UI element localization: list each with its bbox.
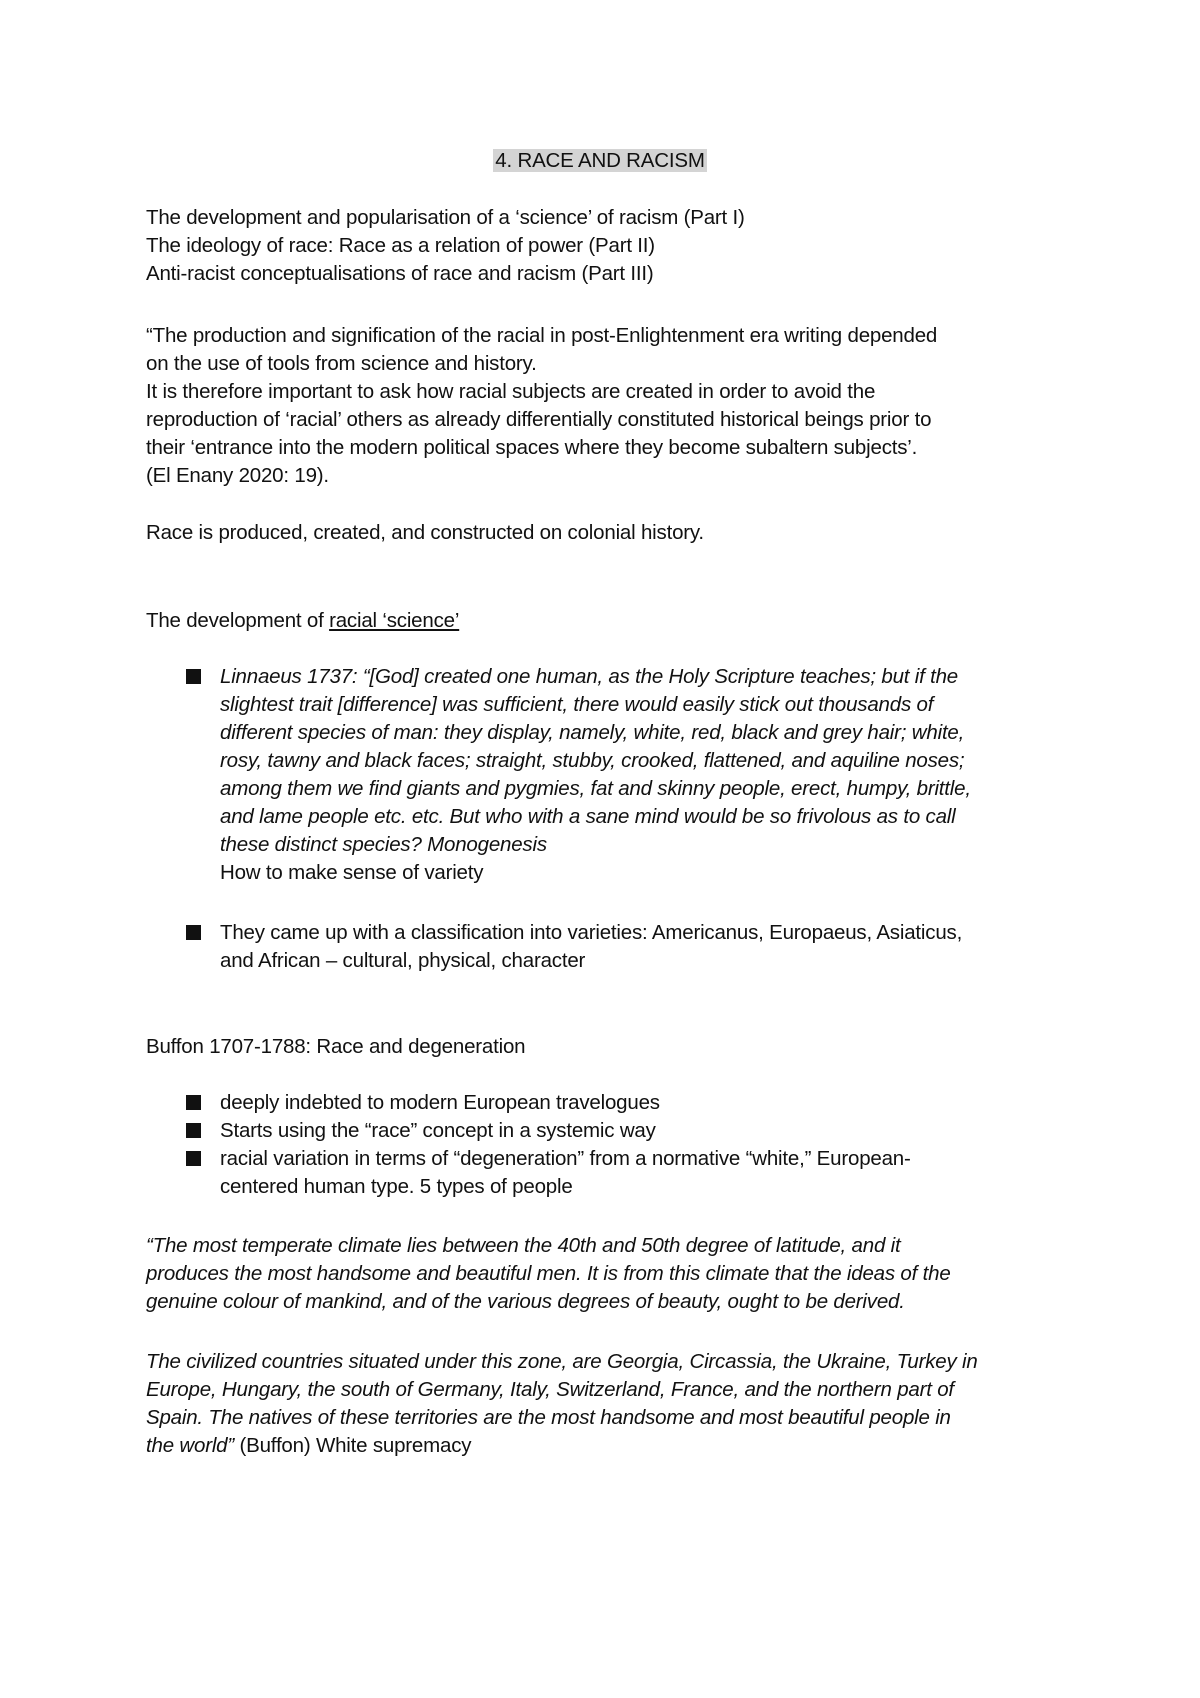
- buffon-bullet: Starts using the “race” concept in a systemic way: [220, 1119, 656, 1142]
- citation: (El Enany 2020: 19).: [146, 464, 329, 487]
- page-title: 4. RACE AND RACISM: [495, 149, 705, 172]
- linnaeus-quote-line: these distinct species? Monogenesis: [220, 833, 547, 856]
- quote-line: It is therefore important to ask how racial subjects are created in order to avoid the: [146, 380, 876, 403]
- linnaeus-quote-line: different species of man: they display, namely, white, red, black and grey hair; white,: [220, 721, 965, 744]
- bullet-square-icon: [186, 925, 201, 940]
- buffon-quote-line: “The most temperate climate lies between the 40th and 50th degree of latitude, and it: [146, 1234, 901, 1257]
- bullet-note: How to make sense of variety: [220, 861, 484, 884]
- linnaeus-quote-line: rosy, tawny and black faces; straight, stubby, crooked, flattened, and aquiline noses;: [220, 749, 965, 772]
- buffon-bullet: racial variation in terms of “degeneration” from a normative “white,” European-: [220, 1147, 911, 1170]
- part-line: The development and popularisation of a ‘science’ of racism (Part I): [146, 206, 745, 229]
- buffon-bullet: deeply indebted to modern European travelogues: [220, 1091, 660, 1114]
- section-heading-racial-science: The development of racial ‘science’: [146, 609, 460, 632]
- bullet-square-icon: [186, 1095, 201, 1110]
- buffon-quote-last-line: the world” (Buffon) White supremacy: [146, 1434, 472, 1457]
- quote-line: on the use of tools from science and history.: [146, 352, 537, 375]
- quote-line: reproduction of ‘racial’ others as already differentially constituted historical beings prior to: [146, 408, 932, 431]
- linnaeus-quote-line: and lame people etc. etc. But who with a sane mind would be so frivolous as to call: [220, 805, 956, 828]
- linnaeus-quote-line: Linnaeus 1737: “[God] created one human, as the Holy Scripture teaches; but if the: [220, 665, 959, 688]
- quote-line: “The production and signification of the racial in post-Enlightenment era writing depended: [146, 324, 938, 347]
- quote-line: their ‘entrance into the modern political spaces where they become subaltern subjects’.: [146, 436, 918, 459]
- buffon-quote-line: produces the most handsome and beautiful men. It is from this climate that the ideas of the: [146, 1262, 951, 1285]
- buffon-quote-line: genuine colour of mankind, and of the various degrees of beauty, ought to be derived.: [146, 1290, 905, 1313]
- buffon-quote-line: The civilized countries situated under this zone, are Georgia, Circassia, the Ukraine, Turkey in: [146, 1350, 978, 1373]
- underlined-term: racial ‘science’: [329, 609, 460, 632]
- classification-line: They came up with a classification into varieties: Americanus, Europaeus, Asiaticus,: [220, 921, 963, 944]
- linnaeus-quote-line: slightest trait [difference] was sufficient, there would easily stick out thousands of: [220, 693, 934, 716]
- bullet-square-icon: [186, 1151, 201, 1166]
- buffon-bullet-continuation: centered human type. 5 types of people: [220, 1175, 573, 1198]
- section-heading-buffon: Buffon 1707-1788: Race and degeneration: [146, 1035, 526, 1058]
- part-line: The ideology of race: Race as a relation of power (Part II): [146, 234, 655, 257]
- bullet-square-icon: [186, 1123, 201, 1138]
- linnaeus-quote-line: among them we find giants and pygmies, fat and skinny people, erect, humpy, brittle,: [220, 777, 971, 800]
- classification-line: and African – cultural, physical, character: [220, 949, 586, 972]
- buffon-quote-line: Spain. The natives of these territories are the most handsome and most beautiful people in: [146, 1406, 951, 1429]
- part-line: Anti-racist conceptualisations of race and racism (Part III): [146, 262, 654, 285]
- buffon-quote-line: Europe, Hungary, the south of Germany, Italy, Switzerland, France, and the northern part of: [146, 1378, 954, 1401]
- bullet-square-icon: [186, 669, 201, 684]
- race-statement: Race is produced, created, and constructed on colonial history.: [146, 521, 704, 544]
